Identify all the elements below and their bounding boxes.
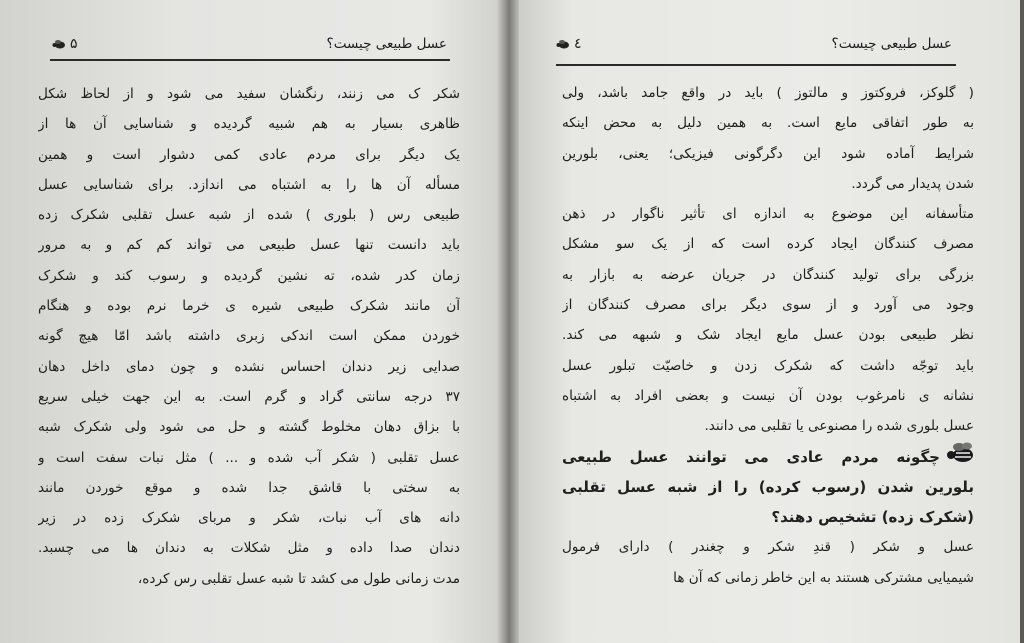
heading-line: بلورین شدن (رسوب کرده) را از شبه عسل تقلبی [562,477,974,496]
body-text-line: طبیعی رس ( بلوری ) شده از شبه عسل تقلبی شکرک زده [38,207,460,224]
book-gutter [497,0,519,643]
right-header-title: عسل طبیعی چیست؟ [831,36,952,52]
body-text-line: یک دیگر برای مردم عادی کمی دشوار است و همین [38,146,460,163]
body-text-line: مصرف کنندگان ایجاد کرده است که از یک سو مشکل [562,236,974,253]
body-text-line: نشانه ی نامرغوب بودن آن نیست و بعضی افراد به اشتباه [562,387,974,404]
body-text-line: با بزاق دهان مخلوط گشته و حل می شود ولی شکرک شبه [38,419,460,436]
body-text-line: وجود می آورد و از سوی دیگر برای مصرف کنندگان از [562,297,974,314]
heading-line: چگونه مردم عادی می توانند عسل طبیعی [562,447,940,466]
left-page [0,0,505,643]
body-text-line: عسل تقلبی ( شکر آب شده و ... ) مثل نبات سفت است و [38,449,460,466]
body-text-line: شدن پدیدار می گردد. [851,175,974,192]
body-text-line: ۳۷ درجه سانتی گراد و گرم است. به این جهت خیلی سریع [38,388,460,405]
body-text-line: عسل و شکر ( قندِ شکر و چغندر ) دارای فرمول [562,539,974,556]
body-text-line: مدت زمانی طول می کشد تا شبه عسل تقلبی رس کرده، [137,570,460,587]
left-header-title: عسل طبیعی چیست؟ [326,36,447,52]
body-text-line: مسأله آن ها را به اشتباه می اندازد. برای شناسایی عسل [38,176,460,193]
body-text-line: ظاهری بسیار به هم شبیه گردیده و شناسایی آن ها از [38,116,460,133]
body-text-line: دانه های آب نبات، شکر و مربای شکرک زده در زیر [38,510,460,527]
right-page-number-group [556,36,582,52]
right-page [512,0,1020,643]
heading-line: (شکرک زده) تشخیص دهند؟ [771,508,974,527]
body-text-line: باید توجّه داشت که شکرک زدن و خاصیّت تبلور عسل [562,357,974,374]
body-text-line: به سختی با قاشق جدا شده و موقع خوردن مانند [38,479,460,496]
right-page-body [562,78,974,593]
right-header-rule [556,64,956,66]
body-text-line: شیمیایی مشترکی هستند به این خاطر زمانی که آن ها [673,569,974,586]
body-text-line: نظر طبیعی بودن عسل مایع ایجاد شک و شبهه می کند. [562,327,974,344]
body-text-line: عسل بلوری شده را مصنوعی یا تقلبی می دانند. [704,418,974,435]
bee-icon [52,39,66,49]
body-text-line: زمان کدر شده، ته نشین گردیده و رسوب کند و شکرک [38,267,460,284]
left-page-number: ۵ [70,36,78,52]
right-page-number: ٤ [574,36,582,52]
body-text-line: به طور اتفاقی مایع است. به همین دلیل به محض اینکه [562,115,974,132]
bee-icon [946,441,976,465]
body-text-line: شکر ک می زنند، رنگشان سفید می شود و از لحاظ شکل [38,86,460,102]
body-text-line: باید دانست تنها عسل طبیعی می تواند کم کم و به مرور [38,237,460,254]
left-header-rule [50,59,450,61]
body-text-line: ( گلوکز، فروکتوز و مالتوز ) باید در واقع جامد باشد، ولی [562,85,974,101]
body-text-line: شرایط آماده شود این دگرگونی فیزیکی؛ یعنی، بلورین [562,145,974,162]
body-text-line: خوردن ممکن است اندکی زبری داشته باشد امّا هیچ گونه [38,328,460,345]
left-page-header [52,36,447,58]
body-text-line: صدایی زیر دندان احساس نشده و چون دمای داخل دهان [38,358,460,375]
body-text-line: بزرگی برای تولید کنندگان در جریان عرضه به بازار به [562,266,974,283]
left-page-number-group [52,36,78,52]
body-text-line: متأسفانه این موضوع به اندازه ای تأثیر ناگوار در ذهن [562,206,974,223]
bee-icon [556,39,570,49]
body-text-line: آن مانند شکرک طبیعی شیره ی خرما نرم بوده و هنگام [38,298,460,315]
right-page-header [556,36,952,58]
body-text-line: دندان صدا داده و مثل شکلات به دندان ها می چسبد. [38,540,460,557]
left-page-body [38,79,460,594]
section-heading [562,442,974,533]
